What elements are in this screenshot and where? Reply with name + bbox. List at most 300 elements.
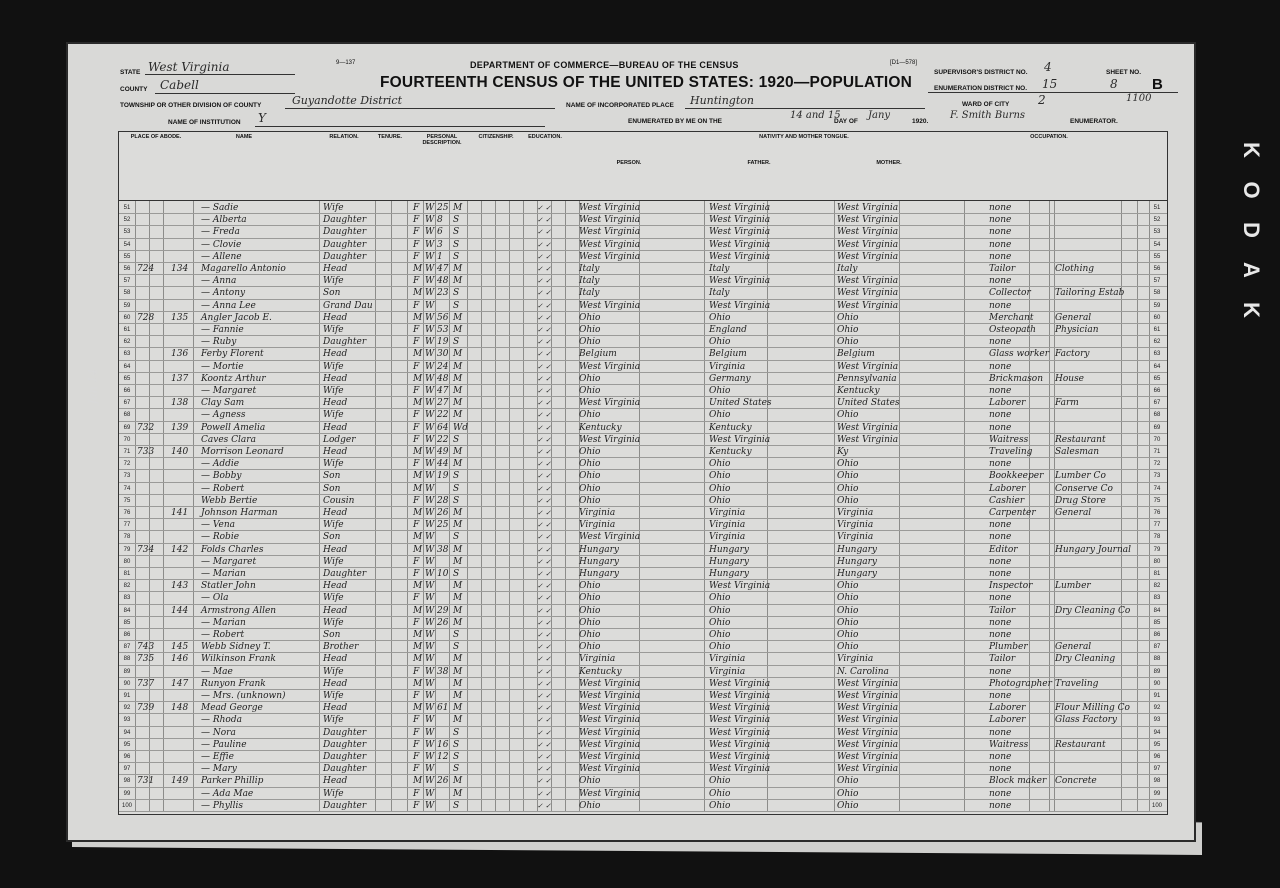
line-number: 65 xyxy=(1153,375,1161,382)
cell-name: Armstrong Allen xyxy=(201,605,277,616)
literacy-mark: ✓ ✓ xyxy=(537,545,551,554)
cell-age: 56 xyxy=(437,312,449,323)
cell-race: W xyxy=(425,752,435,762)
form-number-left: 9—137 xyxy=(336,60,356,66)
line-number: 57 xyxy=(1153,278,1161,285)
cell-race: W xyxy=(425,325,435,335)
kodak-letter: A xyxy=(1239,262,1264,278)
cell-age xyxy=(437,629,451,641)
cell-fbirth: Germany xyxy=(709,373,751,384)
cell-rel: Head xyxy=(323,703,348,714)
cell-occ: none xyxy=(989,800,1012,811)
cell-age xyxy=(437,678,451,690)
cell-fam: 145 xyxy=(171,642,189,653)
cell-birth: Ohio xyxy=(579,630,601,640)
cell-name: — Mae xyxy=(201,666,233,677)
cell-sex: F xyxy=(413,727,420,738)
cell-dw xyxy=(137,739,159,751)
line-number: 53 xyxy=(1153,229,1161,236)
cell-fam xyxy=(171,531,191,543)
cell-name: Ferby Florent xyxy=(201,349,264,360)
cell-ms: M xyxy=(453,593,463,604)
line-number: 89 xyxy=(123,668,131,675)
line-number: 98 xyxy=(1153,778,1161,785)
cell-fam: 148 xyxy=(171,703,189,714)
line-number: 83 xyxy=(123,595,131,602)
cell-name: — Pauline xyxy=(201,739,247,750)
line-number: 66 xyxy=(1153,388,1161,394)
cell-dw xyxy=(137,495,159,507)
line-number: 78 xyxy=(1153,534,1161,541)
cell-fbirth: West Virginia xyxy=(709,434,771,445)
cell-race: W xyxy=(425,264,435,274)
enumerator-label: ENUMERATOR. xyxy=(1070,118,1118,125)
cell-birth: West Virginia xyxy=(579,739,641,750)
cell-sex: F xyxy=(413,251,420,262)
cell-sex: M xyxy=(413,471,423,482)
cell-dw xyxy=(137,348,159,360)
group-nativity: NATIVITY AND MOTHER TONGUE. xyxy=(759,134,849,140)
line-number: 66 xyxy=(123,388,131,394)
cell-fbirth: Ohio xyxy=(709,630,731,640)
cell-dw xyxy=(137,714,159,726)
cell-ms: M xyxy=(453,788,463,799)
cell-birth: Hungary xyxy=(579,544,619,555)
cell-ms: M xyxy=(453,703,463,714)
literacy-mark: ✓ ✓ xyxy=(537,521,551,530)
line-number: 85 xyxy=(123,619,131,626)
cell-dw xyxy=(137,531,159,543)
cell-dw xyxy=(137,385,159,397)
cell-ind xyxy=(1055,690,1121,702)
cell-fbirth: West Virginia xyxy=(709,581,771,592)
literacy-mark: ✓ ✓ xyxy=(537,692,551,700)
cell-ind: Concrete xyxy=(1055,776,1097,787)
cell-rel: Daughter xyxy=(323,727,367,738)
literacy-mark: ✓ ✓ xyxy=(537,362,551,371)
cell-rel: Daughter xyxy=(323,239,367,250)
cell-fbirth: West Virginia xyxy=(709,251,771,262)
cell-name: — Anna Lee xyxy=(201,300,256,311)
line-number: 86 xyxy=(1153,632,1161,638)
literacy-mark: ✓ ✓ xyxy=(537,533,551,542)
county-value: Cabell xyxy=(160,78,199,92)
line-number: 70 xyxy=(123,436,131,443)
cell-age xyxy=(437,641,451,653)
cell-rel: Head xyxy=(323,776,348,787)
cell-fam: 144 xyxy=(171,605,189,616)
cell-age: 48 xyxy=(437,276,449,287)
cell-fbirth: West Virginia xyxy=(709,276,771,287)
cell-ms: S xyxy=(453,434,460,445)
cell-fam xyxy=(171,592,191,604)
cell-name: — Ada Mae xyxy=(201,788,254,799)
cell-birth: West Virginia xyxy=(579,703,641,714)
cell-race: W xyxy=(425,739,435,750)
cell-ms: S xyxy=(453,471,460,482)
cell-ind xyxy=(1055,458,1121,470)
cell-fbirth: West Virginia xyxy=(709,678,771,689)
cell-ms: M xyxy=(453,666,463,677)
cell-age: 64 xyxy=(437,422,449,433)
group-person: PERSON. xyxy=(616,160,642,166)
line-number: 55 xyxy=(1153,253,1161,260)
cell-name: — Robie xyxy=(201,532,240,543)
literacy-mark: ✓ ✓ xyxy=(537,582,551,591)
cell-age: 29 xyxy=(437,605,449,616)
cell-name: — Effie xyxy=(201,752,235,762)
cell-ind xyxy=(1055,519,1121,531)
cell-ms: M xyxy=(453,312,463,323)
cell-sex: M xyxy=(413,532,423,543)
cell-fbirth: Ohio xyxy=(709,800,731,811)
line-number: 90 xyxy=(1153,680,1161,687)
cell-name: Runyon Frank xyxy=(201,678,266,689)
cell-occ: Block maker xyxy=(989,776,1047,787)
cell-rel: Wife xyxy=(323,325,344,335)
cell-mbirth: Hungary xyxy=(837,556,877,567)
line-number: 64 xyxy=(1153,363,1161,370)
cell-birth: West Virginia xyxy=(579,361,641,372)
cell-ms: M xyxy=(453,654,463,665)
cell-rel: Grand Dau xyxy=(323,300,373,311)
cell-fbirth: West Virginia xyxy=(709,715,771,726)
cell-race: W xyxy=(425,727,435,738)
cell-ind: Conserve Co xyxy=(1055,483,1113,494)
cell-name: — Margaret xyxy=(201,386,257,396)
cell-age: 16 xyxy=(437,739,449,750)
cell-ms: M xyxy=(453,556,463,567)
cell-fam xyxy=(171,483,191,495)
cell-dw xyxy=(137,409,159,421)
cell-sex: M xyxy=(413,508,423,518)
county-underline xyxy=(155,93,295,94)
cell-dw: 734 xyxy=(137,544,155,555)
cell-sex: F xyxy=(413,739,420,750)
line-number: 76 xyxy=(123,510,131,516)
kodak-letter: K xyxy=(1239,302,1264,318)
cell-race: W xyxy=(425,544,435,555)
cell-name: Webb Sidney T. xyxy=(201,642,271,653)
cell-dw: 733 xyxy=(137,447,155,457)
cell-fam xyxy=(171,336,191,348)
line-number: 67 xyxy=(1153,400,1161,407)
cell-age: 6 xyxy=(437,227,443,238)
cell-sex: F xyxy=(413,617,420,628)
cell-race: W xyxy=(425,642,435,653)
cell-mbirth: West Virginia xyxy=(837,203,899,213)
township-label: TOWNSHIP OR OTHER DIVISION OF COUNTY xyxy=(120,102,262,109)
cell-mbirth: Ky xyxy=(837,447,849,457)
cell-birth: West Virginia xyxy=(579,752,641,762)
cell-fam xyxy=(171,556,191,568)
cell-birth: West Virginia xyxy=(579,678,641,689)
cell-race: W xyxy=(425,483,435,494)
cell-fbirth: West Virginia xyxy=(709,764,771,775)
cell-birth: Belgium xyxy=(579,349,617,360)
cell-ms: M xyxy=(453,398,463,409)
line-number: 67 xyxy=(123,400,131,407)
line-number: 58 xyxy=(1153,290,1161,297)
cell-dw xyxy=(137,300,159,312)
cell-ms: S xyxy=(453,630,460,640)
cell-age: 26 xyxy=(437,776,449,787)
cell-ind xyxy=(1055,214,1121,226)
cell-fam xyxy=(171,458,191,470)
cell-name: Webb Bertie xyxy=(201,495,258,506)
line-number: 59 xyxy=(1153,302,1161,309)
cell-fbirth: West Virginia xyxy=(709,215,771,226)
line-number: 76 xyxy=(1153,510,1161,516)
cell-dw xyxy=(137,239,159,251)
cell-dw xyxy=(137,592,159,604)
cell-birth: Kentucky xyxy=(579,666,622,677)
cell-ms: S xyxy=(453,800,460,811)
cell-ms: M xyxy=(453,386,463,396)
cell-ind: Farm xyxy=(1055,398,1079,409)
line-number: 73 xyxy=(123,473,131,480)
sheet-letter: B xyxy=(1152,76,1163,93)
line-number: 60 xyxy=(123,314,131,321)
cell-rel: Wife xyxy=(323,361,344,372)
cell-mbirth: Belgium xyxy=(837,349,875,360)
year-value: 1920. xyxy=(912,118,929,125)
literacy-mark: ✓ ✓ xyxy=(537,399,551,408)
cell-birth: Ohio xyxy=(579,776,601,787)
cell-fam xyxy=(171,714,191,726)
cell-rel: Wife xyxy=(323,556,344,567)
literacy-mark: ✓ ✓ xyxy=(537,265,551,273)
cell-rel: Wife xyxy=(323,691,344,701)
cell-rel: Wife xyxy=(323,520,344,531)
cell-birth: West Virginia xyxy=(579,764,641,775)
group-place-of-abode: PLACE OF ABODE. xyxy=(130,134,182,140)
literacy-mark: ✓ ✓ xyxy=(537,679,551,688)
cell-mbirth: N. Carolina xyxy=(837,666,889,677)
cell-occ: none xyxy=(989,764,1012,775)
cell-race: W xyxy=(425,605,435,616)
cell-age: 48 xyxy=(437,373,449,384)
cell-mbirth: Italy xyxy=(837,264,858,274)
cell-race: W xyxy=(425,569,435,579)
cell-age: 19 xyxy=(437,471,449,482)
cell-fam xyxy=(171,385,191,397)
line-number: 99 xyxy=(1153,790,1161,797)
cell-race: W xyxy=(425,520,435,531)
cell-occ: none xyxy=(989,215,1012,226)
cell-fam: 142 xyxy=(171,544,189,555)
line-number: 68 xyxy=(123,412,131,419)
cell-name: — Marian xyxy=(201,617,246,628)
cell-race: W xyxy=(425,203,435,213)
cell-name: — Mrs. (unknown) xyxy=(201,691,286,701)
group-relation: RELATION. xyxy=(329,134,359,140)
literacy-mark: ✓ ✓ xyxy=(537,411,551,420)
line-number: 81 xyxy=(1153,571,1161,577)
cell-occ: Laborer xyxy=(989,398,1026,409)
group-mother: MOTHER. xyxy=(876,160,902,166)
line-number: 56 xyxy=(1153,266,1161,272)
literacy-mark: ✓ ✓ xyxy=(537,277,551,286)
cell-occ: Tailor xyxy=(989,264,1016,274)
cell-rel: Wife xyxy=(323,386,344,396)
cell-fam: 135 xyxy=(171,312,189,323)
cell-birth: Virginia xyxy=(579,508,616,518)
cell-ind xyxy=(1055,568,1121,580)
cell-occ: Plumber xyxy=(989,642,1028,653)
cell-occ: none xyxy=(989,532,1012,543)
cell-ind: Salesman xyxy=(1055,447,1100,457)
cell-age: 22 xyxy=(437,410,449,421)
cell-occ: Cashier xyxy=(989,495,1025,506)
cell-fbirth: Kentucky xyxy=(709,447,752,457)
cell-age xyxy=(437,800,451,812)
line-number: 61 xyxy=(123,327,131,333)
line-number: 74 xyxy=(1153,485,1161,492)
county-label: COUNTY xyxy=(120,86,148,93)
cell-sex: M xyxy=(413,678,423,689)
group-father: FATHER. xyxy=(747,160,771,166)
cell-fbirth: Hungary xyxy=(709,569,749,579)
cell-ind xyxy=(1055,727,1121,739)
cell-dw xyxy=(137,275,159,287)
cell-mbirth: Hungary xyxy=(837,569,877,579)
line-number: 80 xyxy=(123,558,131,565)
cell-ind xyxy=(1055,385,1121,397)
line-number: 98 xyxy=(123,778,131,785)
cell-dw xyxy=(137,727,159,739)
cell-sex: M xyxy=(413,349,423,360)
cell-birth: Ohio xyxy=(579,483,601,494)
cell-birth: Ohio xyxy=(579,447,601,457)
cell-fam: 143 xyxy=(171,581,189,592)
cell-fam xyxy=(171,409,191,421)
cell-ms: M xyxy=(453,508,463,518)
cell-sex: F xyxy=(413,764,420,775)
cell-sex: F xyxy=(413,593,420,604)
literacy-mark: ✓ ✓ xyxy=(537,387,551,395)
cell-age: 28 xyxy=(437,495,449,506)
cell-occ: none xyxy=(989,410,1012,421)
cell-ind: General xyxy=(1055,312,1092,323)
cell-name: — Vena xyxy=(201,520,236,531)
cell-race: W xyxy=(425,386,435,396)
line-number: 78 xyxy=(123,534,131,541)
cell-fbirth: Virginia xyxy=(709,520,746,531)
cell-sex: F xyxy=(413,361,420,372)
cell-occ: Osteopath xyxy=(989,325,1036,335)
kodak-letter: K xyxy=(1239,142,1264,158)
cell-ind xyxy=(1055,617,1121,629)
cell-sex: M xyxy=(413,544,423,555)
cell-name: Morrison Leonard xyxy=(201,447,284,457)
cell-rel: Head xyxy=(323,605,348,616)
cell-occ: none xyxy=(989,251,1012,262)
cell-mbirth: West Virginia xyxy=(837,703,899,714)
cell-mbirth: West Virginia xyxy=(837,678,899,689)
cell-birth: Ohio xyxy=(579,581,601,592)
line-number: 69 xyxy=(1153,424,1161,431)
cell-dw: 728 xyxy=(137,312,155,323)
cell-name: Powell Amelia xyxy=(201,422,266,433)
cell-age: 3 xyxy=(437,239,443,250)
line-number: 63 xyxy=(123,351,131,358)
cell-fam xyxy=(171,727,191,739)
cell-occ: Collector xyxy=(989,288,1031,299)
cell-ms: S xyxy=(453,739,460,750)
group-occupation: OCCUPATION. xyxy=(1030,134,1068,140)
margin-note: Jan 14 xyxy=(86,368,100,405)
cell-birth: Ohio xyxy=(579,617,601,628)
line-number: 51 xyxy=(123,205,131,211)
cell-mbirth: Ohio xyxy=(837,483,859,494)
cell-fbirth: Ohio xyxy=(709,483,731,494)
cell-race: W xyxy=(425,703,435,714)
literacy-mark: ✓ ✓ xyxy=(537,557,551,566)
cell-fam xyxy=(171,763,191,775)
census-title: FOURTEENTH CENSUS OF THE UNITED STATES: 1920—POPULATION xyxy=(380,74,913,91)
cell-mbirth: Ohio xyxy=(837,471,859,482)
state-label: STATE xyxy=(120,69,141,76)
cell-race: W xyxy=(425,581,435,592)
cell-fbirth: Ohio xyxy=(709,410,731,421)
line-number: 79 xyxy=(123,546,131,553)
line-number: 87 xyxy=(1153,644,1161,651)
cell-race: W xyxy=(425,556,435,567)
literacy-mark: ✓ ✓ xyxy=(537,789,551,798)
literacy-mark: ✓ ✓ xyxy=(537,240,551,249)
cell-ms: M xyxy=(453,373,463,384)
cell-sex: M xyxy=(413,447,423,457)
cell-sex: F xyxy=(413,215,420,226)
cell-ind: Traveling xyxy=(1055,678,1099,689)
cell-dw xyxy=(137,361,159,373)
cell-occ: none xyxy=(989,752,1012,762)
cell-ind xyxy=(1055,666,1121,678)
cell-race: W xyxy=(425,776,435,787)
cell-mbirth: West Virginia xyxy=(837,434,899,445)
cell-fam: 141 xyxy=(171,508,189,518)
cell-name: — Anna xyxy=(201,276,237,287)
cell-rel: Head xyxy=(323,398,348,409)
cell-rel: Head xyxy=(323,349,348,360)
cell-sex: M xyxy=(413,605,423,616)
cell-dw xyxy=(137,434,159,446)
cell-dw: 737 xyxy=(137,678,155,689)
literacy-mark: ✓ ✓ xyxy=(537,326,551,334)
line-number: 52 xyxy=(1153,217,1161,224)
cell-fam xyxy=(171,202,191,214)
cell-birth: Hungary xyxy=(579,569,619,579)
cell-fbirth: West Virginia xyxy=(709,703,771,714)
cell-birth: West Virginia xyxy=(579,715,641,726)
cell-race: W xyxy=(425,764,435,775)
cell-ind xyxy=(1055,275,1121,287)
line-number: 96 xyxy=(123,754,131,760)
line-number: 64 xyxy=(123,363,131,370)
cell-birth: Ohio xyxy=(579,593,601,604)
cell-sex: F xyxy=(413,337,420,348)
line-number: 77 xyxy=(1153,522,1161,529)
line-number: 96 xyxy=(1153,754,1161,760)
cell-occ: Brickmason xyxy=(989,373,1044,384)
cell-race: W xyxy=(425,788,435,799)
cell-ms: Wd xyxy=(453,422,469,433)
cell-ms: M xyxy=(453,581,463,592)
cell-rel: Head xyxy=(323,422,348,433)
cell-age: 49 xyxy=(437,447,449,457)
cell-fam xyxy=(171,629,191,641)
